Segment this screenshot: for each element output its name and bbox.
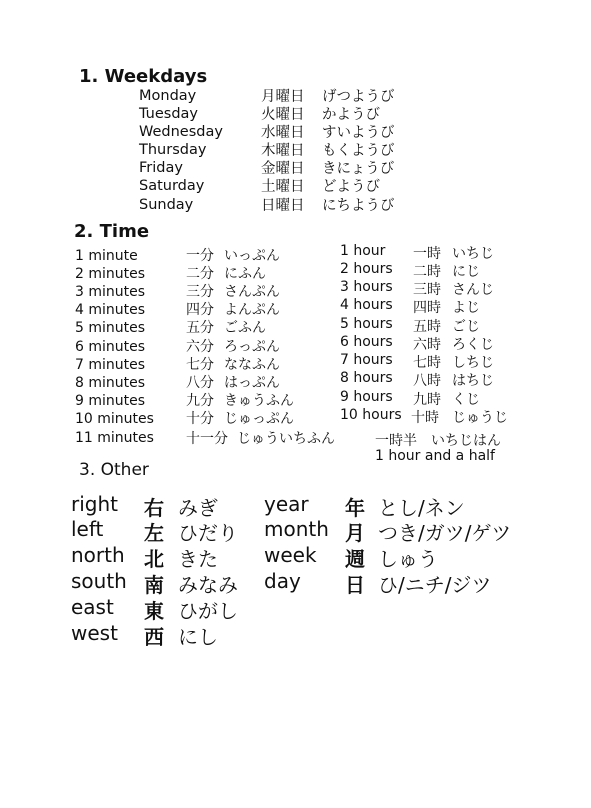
half-hour-en: 1 hour and a half xyxy=(375,448,495,464)
hour-en: 1 hour xyxy=(340,243,386,259)
weekday-kanji: 火曜日 xyxy=(261,107,305,123)
hour-kana: いちじ xyxy=(452,246,494,262)
minute-en: 8 minutes xyxy=(75,375,146,391)
other-en: south xyxy=(71,569,127,593)
other-kanji: 年 xyxy=(345,496,365,520)
minute-kana: きゅうふん xyxy=(224,393,294,409)
minute-en: 10 minutes xyxy=(75,411,154,427)
minute-kanji: 十分 xyxy=(186,411,214,427)
hour-en: 7 hours xyxy=(340,352,393,368)
hour-kana: にじ xyxy=(452,264,480,280)
weekday-kanji: 木曜日 xyxy=(261,143,305,159)
other-kanji: 北 xyxy=(144,547,164,571)
minute-kana: じゅっぷん xyxy=(224,411,294,427)
hour-en: 6 hours xyxy=(340,334,393,350)
other-en: year xyxy=(264,492,309,516)
other-en: week xyxy=(264,543,317,567)
minute-kana: にふん xyxy=(224,266,266,282)
minute-kanji: 三分 xyxy=(186,284,214,300)
hour-en: 8 hours xyxy=(340,370,393,386)
minute-kana: ななふん xyxy=(224,357,280,373)
hour-kana: くじ xyxy=(452,392,480,408)
hour-kanji: 六時 xyxy=(413,337,441,353)
hour-kana: ろくじ xyxy=(452,337,494,353)
weekday-kana: もくようび xyxy=(322,143,395,159)
other-en: day xyxy=(264,569,301,593)
other-kanji: 右 xyxy=(144,496,164,520)
weekday-kana: にちようび xyxy=(322,198,395,214)
minute-kana: さんぷん xyxy=(224,284,280,300)
other-heading: 3. Other xyxy=(79,460,149,480)
minute-kana: ごふん xyxy=(224,320,266,336)
minute-en: 9 minutes xyxy=(75,393,146,409)
other-kana: にし xyxy=(178,625,218,649)
minute-en: 11 minutes xyxy=(75,430,154,446)
hour-kanji: 一時 xyxy=(413,246,441,262)
hour-kanji: 三時 xyxy=(413,282,441,298)
other-kana: ひがし xyxy=(178,599,238,623)
minute-kanji: 八分 xyxy=(186,375,214,391)
minute-kanji: 四分 xyxy=(186,302,214,318)
hour-kana: はちじ xyxy=(452,373,494,389)
hour-kanji: 九時 xyxy=(413,392,441,408)
weekday-kanji: 土曜日 xyxy=(261,179,305,195)
weekday-kana: かようび xyxy=(322,107,380,123)
other-kana: きた xyxy=(178,547,218,571)
minute-kanji: 二分 xyxy=(186,266,214,282)
minute-kanji: 五分 xyxy=(186,320,214,336)
other-kana: みなみ xyxy=(178,573,238,597)
hour-en: 4 hours xyxy=(340,297,393,313)
weekday-en: Sunday xyxy=(139,197,194,213)
hour-en: 3 hours xyxy=(340,279,393,295)
half-hour-jp: 一時半 いちじはん xyxy=(375,433,501,449)
minute-kana: ろっぷん xyxy=(224,339,280,355)
minute-en: 2 minutes xyxy=(75,266,146,282)
other-kanji: 南 xyxy=(144,573,164,597)
weekday-kanji: 水曜日 xyxy=(261,125,305,141)
other-en: left xyxy=(71,517,104,541)
other-kana: みぎ xyxy=(178,496,218,520)
other-kanji: 日 xyxy=(345,573,365,597)
weekday-en: Friday xyxy=(139,160,183,176)
minute-kana: じゅういちふん xyxy=(237,431,335,447)
hour-kanji: 四時 xyxy=(413,300,441,316)
other-kana: ひだり xyxy=(178,521,238,545)
hour-kanji: 八時 xyxy=(413,373,441,389)
other-kanji: 週 xyxy=(345,547,365,571)
time-heading: 2. Time xyxy=(74,221,150,242)
hour-kanji: 七時 xyxy=(413,355,441,371)
weekday-en: Monday xyxy=(139,88,197,104)
other-en: month xyxy=(264,517,329,541)
hour-kanji: 十時 xyxy=(411,410,439,426)
other-kana: ひ/ニチ/ジツ xyxy=(378,573,492,597)
other-en: north xyxy=(71,543,125,567)
other-kanji: 左 xyxy=(144,521,164,545)
hour-kana: しちじ xyxy=(452,355,494,371)
minute-kanji: 九分 xyxy=(186,393,214,409)
other-kana: とし/ネン xyxy=(378,496,465,520)
other-kana: つき/ガツ/ゲツ xyxy=(378,521,512,545)
hour-en: 9 hours xyxy=(340,389,393,405)
hour-en: 5 hours xyxy=(340,316,393,332)
hour-kana: よじ xyxy=(452,300,480,316)
hour-kana: じゅうじ xyxy=(452,410,508,426)
other-kanji: 西 xyxy=(144,625,164,649)
hour-kanji: 五時 xyxy=(413,319,441,335)
other-kana: しゅう xyxy=(378,547,438,571)
minute-en: 6 minutes xyxy=(75,339,146,355)
other-kanji: 月 xyxy=(345,521,365,545)
weekday-en: Tuesday xyxy=(139,106,198,122)
minute-en: 5 minutes xyxy=(75,320,146,336)
minute-kanji: 一分 xyxy=(186,248,214,264)
minute-kana: よんぷん xyxy=(224,302,280,318)
hour-kana: さんじ xyxy=(452,282,494,298)
minute-kanji: 六分 xyxy=(186,339,214,355)
other-kanji: 東 xyxy=(144,599,164,623)
other-en: west xyxy=(71,621,118,645)
weekday-kanji: 金曜日 xyxy=(261,161,305,177)
other-en: right xyxy=(71,492,118,516)
minute-kana: はっぷん xyxy=(224,375,280,391)
minute-en: 3 minutes xyxy=(75,284,146,300)
minute-en: 7 minutes xyxy=(75,357,146,373)
weekday-kanji: 月曜日 xyxy=(261,89,305,105)
weekday-kana: きにょうび xyxy=(322,161,395,177)
weekday-en: Wednesday xyxy=(139,124,223,140)
minute-kanji: 十一分 xyxy=(186,431,228,447)
minute-kanji: 七分 xyxy=(186,357,214,373)
hour-kanji: 二時 xyxy=(413,264,441,280)
minute-en: 1 minute xyxy=(75,248,138,264)
other-en: east xyxy=(71,595,114,619)
weekday-kana: げつようび xyxy=(322,89,395,105)
weekday-kana: どようび xyxy=(322,179,380,195)
minute-kana: いっぷん xyxy=(224,248,280,264)
weekday-en: Thursday xyxy=(139,142,207,158)
hour-en: 10 hours xyxy=(340,407,402,423)
weekdays-heading: 1. Weekdays xyxy=(79,66,208,87)
hour-en: 2 hours xyxy=(340,261,393,277)
minute-en: 4 minutes xyxy=(75,302,146,318)
weekday-kana: すいようび xyxy=(322,125,395,141)
weekday-kanji: 日曜日 xyxy=(261,198,305,214)
hour-kana: ごじ xyxy=(452,319,480,335)
weekday-en: Saturday xyxy=(139,178,205,194)
